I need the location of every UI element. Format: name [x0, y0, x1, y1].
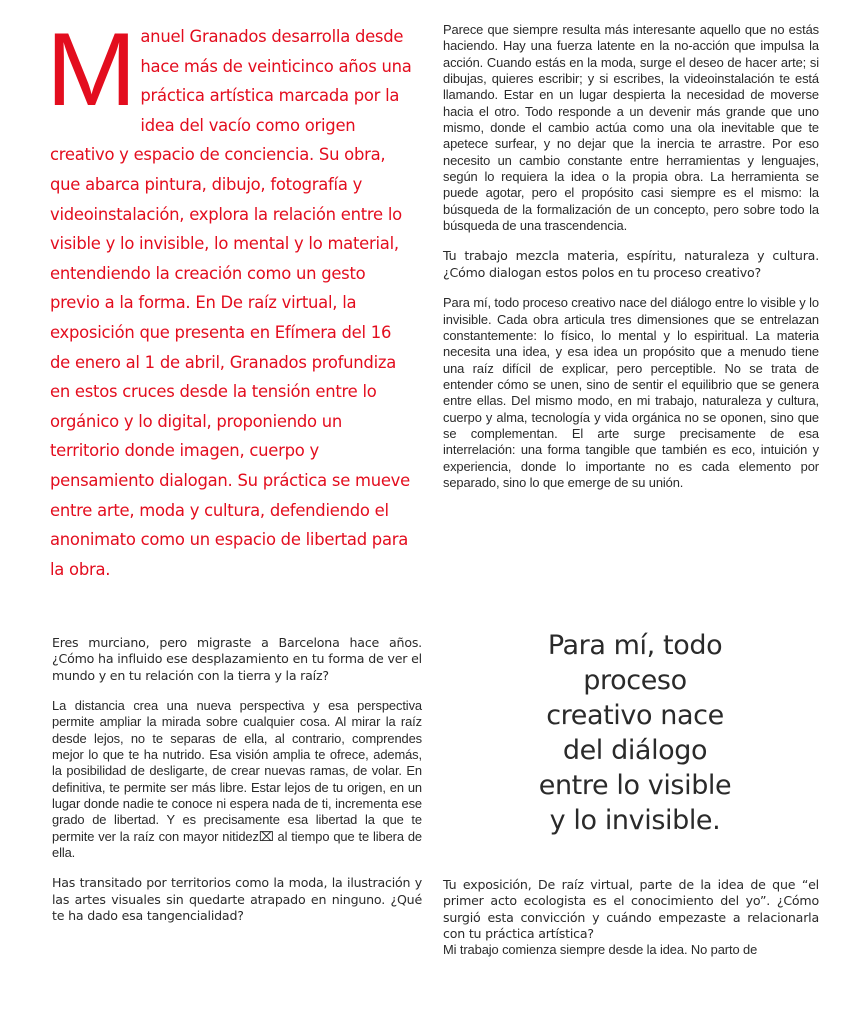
question-3: Eres murciano, pero migraste a Barcelona hace años. ¿Cómo ha influido ese desplazamiento en tu forma de ver el mundo y en tu relación con la tierra y la raíz?	[52, 635, 422, 683]
question-2: Tu trabajo mezcla materia, espíritu, naturaleza y cultura. ¿Cómo dialogan estos polos en tu proceso creativo?	[443, 248, 819, 280]
question-5: Tu exposición, De raíz virtual, parte de la idea de que “el primer acto ecologista es el conocimiento del yo”. ¿Cómo surgió esta convicción y cuándo empezaste a relacionarla con tu práctica artística?	[443, 877, 819, 942]
intro-paragraph	[45, 12, 415, 584]
pull-quote-line: proceso	[583, 665, 687, 696]
pull-quote-line: y lo invisible.	[549, 805, 721, 836]
question-4: Has transitado por territorios como la moda, la ilustración y las artes visuales sin quedarte atrapado en ninguno. ¿Qué te ha dado esa tangencialidad?	[52, 875, 422, 924]
pull-quote-line: creativo nace	[546, 700, 724, 731]
answer-1: Parece que siempre resulta más interesante aquello que no estás haciendo. Hay una fuerza latente en la no-acción que impulsa la acción. Cuando estás en la moda, surge el deseo de hacer arte; si dibujas, quieres escribir; y si escribes, la videoinstalación te está llamando. Estar en un lugar despierta la necesidad de moverse hacia el otro. Todo responde a un devenir más grande que uno mismo, donde el cambio actúa como una ola inevitable que te apetece surfear, y no dejar que la inercia te arrastre. Por eso necesito un cambio constante entre herramientas y lenguajes, según lo requiera la idea o la propia obra. La herramienta se puede agotar, pero el propósito casi siempre es el mismo: la búsqueda de la formalización de un concepto, pero sobre todo la búsqueda de una trascendencia.	[443, 22, 819, 234]
intro-text: anuel Granados desarrolla desde hace más de veinticinco años una práctica artística marcada por la idea del vacío como origen creativo y espacio de conciencia. Su obra, que abarca pintura, dibujo, fotografía y videoinstalación, explora la relación entre lo visible y lo invisible, lo mental y lo material, entendiendo la creación como un gesto previo a la forma. En De raíz virtual, la exposición que presenta en Efímera del 16 de enero al 1 de abril, Granados profundiza en estos cruces desde la tensión entre lo orgánico y lo digital, proponiendo un territorio donde imagen, cuerpo y pensamiento dialogan. Su práctica se mueve entre arte, moda y cultura, defendiendo el anonimato como un espacio de libertad para la obra.	[50, 27, 412, 579]
pull-quote	[470, 628, 800, 838]
answer-5: Mi trabajo comienza siempre desde la idea. No parto de	[443, 942, 758, 958]
pull-quote-line: del diálogo	[562, 735, 708, 766]
pull-quote-line: entre lo visible	[538, 770, 732, 801]
answer-3: La distancia crea una nueva perspectiva y esa perspectiva permite ampliar la mirada sobre cualquier cosa. Al mirar la raíz desde lejos, no te separas de ella, al contrario, comprendes mejor lo que te ha nutrido. Esa visión amplia te ofrece, además, la posibilidad de desligarte, de crear nuevas ramas, de volar. En definitiva, te permite ser más libre. Estar lejos de tu origen, en un lugar donde nadie te conoce ni espera nada de ti, incrementa ese grado de libertad. Y es precisamente esa libertad la que te permite ver la raíz con mayor nitidez⌧ al tiempo que te libera de ella.	[52, 698, 422, 861]
drop-cap: M	[45, 12, 137, 128]
answer-2: Para mí, todo proceso creativo nace del diálogo entre lo visible y lo invisible. Cada obra articula tres dimensiones que se entrelazan constantemente: lo físico, lo mental y lo espiritual. La materia necesita una idea, y esa idea un propósito que a menudo tiene una raíz difícil de explicar, pero perceptible. No se trata de entender cómo se unen, sino de sentir el equilibrio que se genera entre ellas. Del mismo modo, en mi trabajo, naturaleza y cultura, cuerpo y alma, tecnología y vida orgánica no se oponen, sino que se complementan. El arte surge precisamente de esa interrelación: una forma tangible que también es eco, intuición y experiencia, donde lo importante no es cada elemento por separado, sino lo que emerge de su unión.	[443, 295, 819, 490]
right-bottom-column	[443, 877, 819, 973]
left-bottom-column	[52, 635, 422, 939]
right-column	[443, 22, 819, 505]
pull-quote-line: Para mí, todo	[547, 630, 723, 661]
